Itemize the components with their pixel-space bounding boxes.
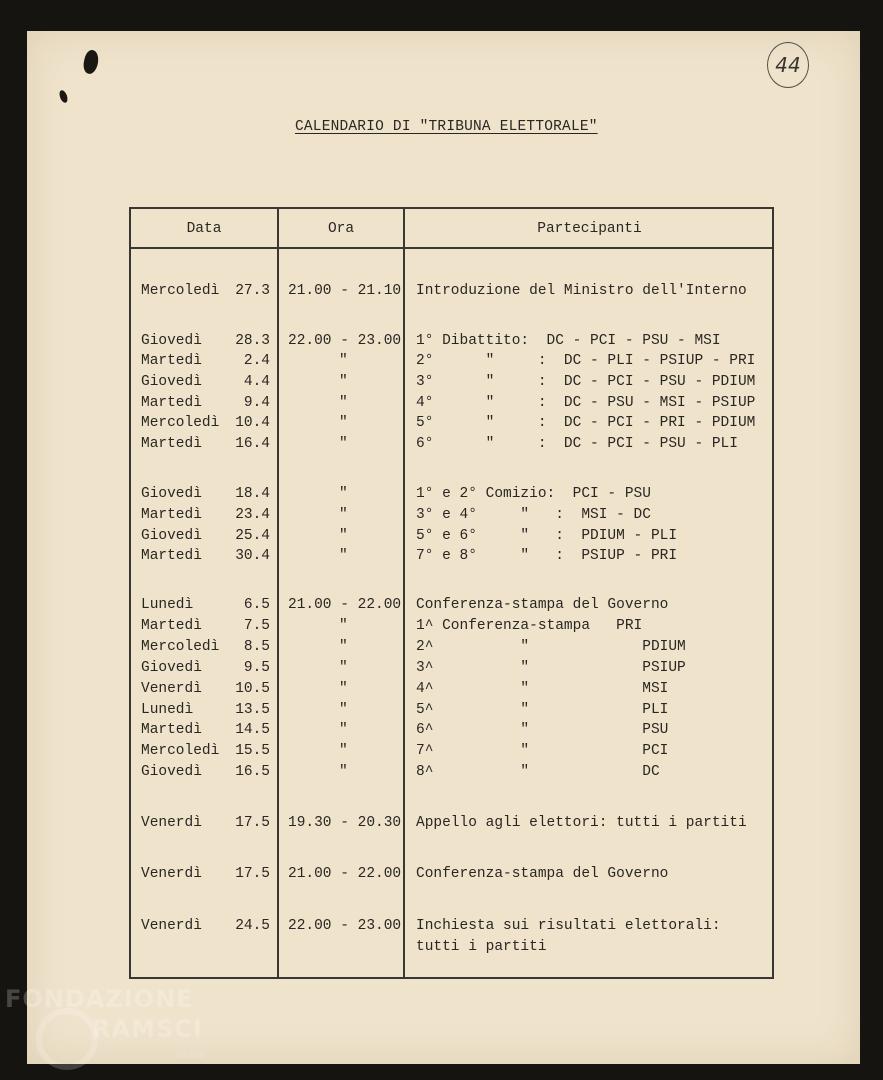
header-partecipanti: Partecipanti bbox=[537, 221, 642, 237]
row-time: " bbox=[339, 639, 348, 655]
row-time: " bbox=[339, 507, 348, 523]
row-date: 17.5 bbox=[235, 866, 270, 882]
row-date: 13.5 bbox=[235, 702, 270, 718]
row-day: Giovedì bbox=[141, 764, 202, 780]
row-date: 16.5 bbox=[235, 764, 270, 780]
row-participants: 1° e 2° Comizio: PCI - PSU bbox=[416, 486, 651, 502]
column-divider-2 bbox=[403, 207, 405, 979]
row-time: " bbox=[339, 743, 348, 759]
row-day: Giovedì bbox=[141, 374, 202, 390]
row-date: 27.3 bbox=[235, 283, 270, 299]
row-participants: 5^ " PLI bbox=[416, 702, 669, 718]
row-time: " bbox=[339, 486, 348, 502]
row-date: 18.4 bbox=[235, 486, 270, 502]
page-number: 44 bbox=[767, 42, 809, 88]
row-participants: 6° " : DC - PCI - PSU - PLI bbox=[416, 436, 738, 452]
row-time: " bbox=[339, 353, 348, 369]
row-participants: 4° " : DC - PSU - MSI - PSIUP bbox=[416, 395, 756, 411]
row-time: " bbox=[339, 660, 348, 676]
row-date: 2.4 bbox=[243, 353, 270, 369]
row-date: 10.5 bbox=[235, 681, 270, 697]
row-participants: Conferenza-stampa del Governo bbox=[416, 866, 669, 882]
header-ora: Ora bbox=[327, 221, 355, 237]
row-participants: 3° " : DC - PCI - PSU - PDIUM bbox=[416, 374, 756, 390]
row-time: 19.30 - 20.30 bbox=[288, 815, 402, 831]
row-participants: Introduzione del Ministro dell'Interno bbox=[416, 283, 747, 299]
row-day: Giovedì bbox=[141, 660, 202, 676]
row-time: " bbox=[339, 702, 348, 718]
row-date: 10.4 bbox=[235, 415, 270, 431]
row-participants: 7^ " PCI bbox=[416, 743, 669, 759]
row-date: 9.4 bbox=[243, 395, 270, 411]
row-participants: 3° e 4° " : MSI - DC bbox=[416, 507, 651, 523]
row-day: Mercoledì bbox=[141, 415, 220, 431]
row-time: " bbox=[339, 722, 348, 738]
row-participants: 6^ " PSU bbox=[416, 722, 669, 738]
row-day: Giovedì bbox=[141, 486, 202, 502]
row-time: " bbox=[339, 618, 348, 634]
row-day: Martedì bbox=[141, 722, 202, 738]
row-day: Martedì bbox=[141, 436, 202, 452]
row-day: Martedì bbox=[141, 618, 202, 634]
row-day: Martedì bbox=[141, 353, 202, 369]
row-date: 23.4 bbox=[235, 507, 270, 523]
watermark-line3: onlus bbox=[177, 1050, 204, 1061]
row-day: Giovedì bbox=[141, 528, 202, 544]
row-day: Giovedì bbox=[141, 333, 202, 349]
row-day: Venerdì bbox=[141, 918, 202, 934]
row-time: " bbox=[339, 764, 348, 780]
row-time: " bbox=[339, 415, 348, 431]
row-day: Martedì bbox=[141, 395, 202, 411]
row-date: 17.5 bbox=[235, 815, 270, 831]
row-time: " bbox=[339, 374, 348, 390]
row-date: 7.5 bbox=[243, 618, 270, 634]
row-date: 14.5 bbox=[235, 722, 270, 738]
row-date: 16.4 bbox=[235, 436, 270, 452]
row-time: 21.00 - 21.10 bbox=[288, 283, 402, 299]
row-date: 4.4 bbox=[243, 374, 270, 390]
row-participants: Conferenza-stampa del Governo bbox=[416, 597, 669, 613]
watermark-line2: RAMSCI bbox=[92, 1015, 203, 1043]
row-time: 21.00 - 22.00 bbox=[288, 866, 402, 882]
row-participants: 5° " : DC - PCI - PRI - PDIUM bbox=[416, 415, 756, 431]
row-date: 8.5 bbox=[243, 639, 270, 655]
watermark-logo bbox=[36, 1008, 98, 1070]
document-title: CALENDARIO DI "TRIBUNA ELETTORALE" bbox=[295, 119, 598, 135]
row-time: 21.00 - 22.00 bbox=[288, 597, 402, 613]
column-divider-1 bbox=[277, 207, 279, 979]
row-date: 6.5 bbox=[243, 597, 270, 613]
row-date: 28.3 bbox=[235, 333, 270, 349]
row-date: 25.4 bbox=[235, 528, 270, 544]
row-time: 22.00 - 23.00 bbox=[288, 333, 402, 349]
row-participants: 2^ " PDIUM bbox=[416, 639, 686, 655]
row-day: Mercoledì bbox=[141, 639, 220, 655]
row-participants: Inchiesta sui risultati elettorali: bbox=[416, 918, 721, 934]
row-day: Lunedì bbox=[141, 597, 194, 613]
row-participants: 8^ " DC bbox=[416, 764, 660, 780]
watermark-line1: FONDAZIONE bbox=[5, 985, 194, 1013]
row-date: 15.5 bbox=[235, 743, 270, 759]
row-date: 9.5 bbox=[243, 660, 270, 676]
row-time: " bbox=[339, 395, 348, 411]
row-day: Mercoledì bbox=[141, 283, 220, 299]
row-date: 30.4 bbox=[235, 548, 270, 564]
row-day: Lunedì bbox=[141, 702, 194, 718]
header-data: Data bbox=[186, 221, 222, 237]
row-time: " bbox=[339, 681, 348, 697]
row-participants: Appello agli elettori: tutti i partiti bbox=[416, 815, 747, 831]
row-day: Martedì bbox=[141, 507, 202, 523]
row-day: Venerdì bbox=[141, 681, 202, 697]
row-date: 24.5 bbox=[235, 918, 270, 934]
schedule-table bbox=[129, 207, 774, 979]
row-participants-cont: tutti i partiti bbox=[416, 939, 547, 955]
row-participants: 1° Dibattito: DC - PCI - PSU - MSI bbox=[416, 333, 721, 349]
row-day: Mercoledì bbox=[141, 743, 220, 759]
row-day: Martedì bbox=[141, 548, 202, 564]
row-participants: 5° e 6° " : PDIUM - PLI bbox=[416, 528, 678, 544]
header-divider bbox=[129, 247, 774, 249]
row-time: 22.00 - 23.00 bbox=[288, 918, 402, 934]
row-participants: 1^ Conferenza-stampa PRI bbox=[416, 618, 643, 634]
row-day: Venerdì bbox=[141, 866, 202, 882]
row-time: " bbox=[339, 548, 348, 564]
row-day: Venerdì bbox=[141, 815, 202, 831]
row-participants: 7° e 8° " : PSIUP - PRI bbox=[416, 548, 678, 564]
row-time: " bbox=[339, 436, 348, 452]
row-participants: 4^ " MSI bbox=[416, 681, 669, 697]
row-participants: 3^ " PSIUP bbox=[416, 660, 686, 676]
row-time: " bbox=[339, 528, 348, 544]
row-participants: 2° " : DC - PLI - PSIUP - PRI bbox=[416, 353, 756, 369]
